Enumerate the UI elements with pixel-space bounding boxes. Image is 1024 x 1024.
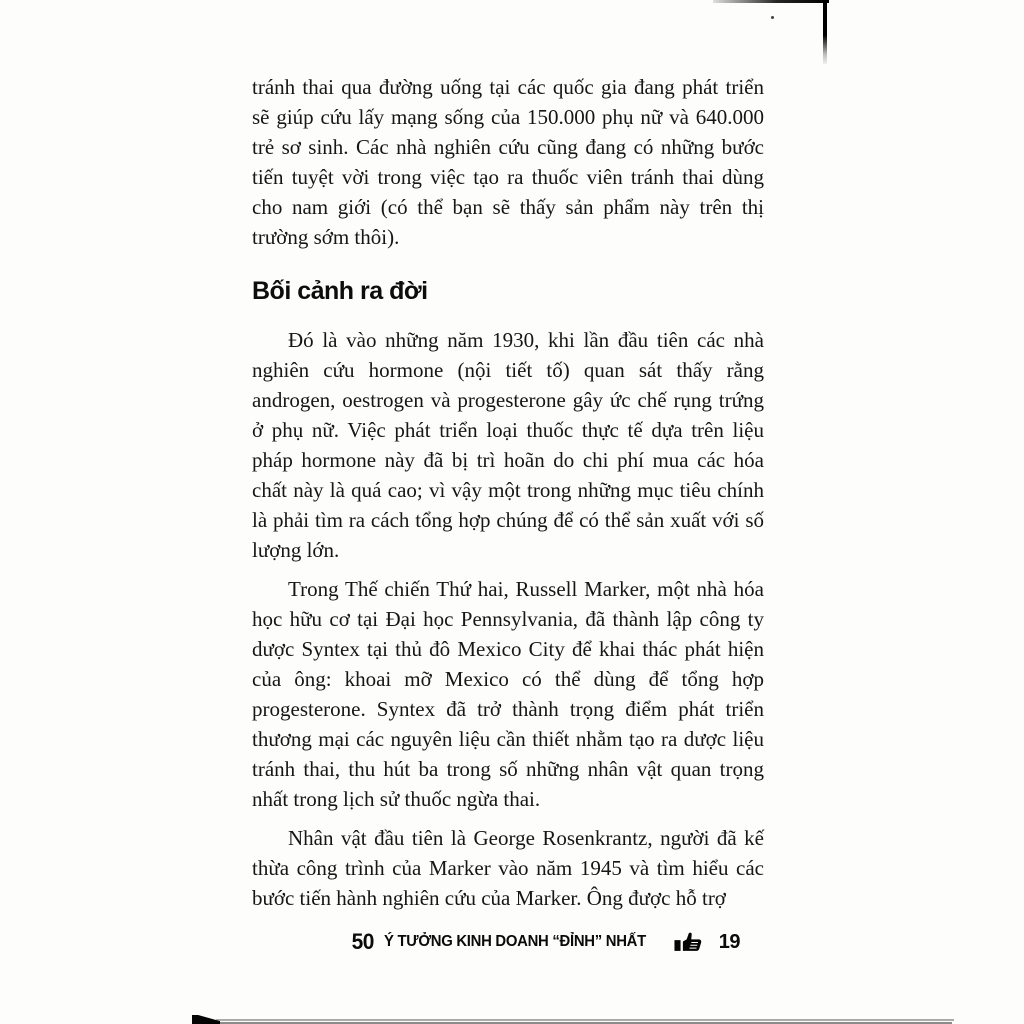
paragraph: Trong Thế chiến Thứ hai, Russell Marker, một nhà hóa học hữu cơ tại Đại học Pennsylvania, đã thành lập công ty dược Syntex tại thủ đô Mexico City để khai thác phát hiện của ông: khoai mỡ Mexico có thể dùng để tổng hợp progesterone. Syntex đã trở thành trọng điểm phát triển thương mại các nguyên liệu cần thiết nhằm tạo ra dược liệu tránh thai, thu hút ba trong số những nhân vật quan trọng nhất trong lịch sử thuốc ngừa thai. [252,577,764,811]
scan-speck [771,16,774,19]
scan-corner-vertical-line [823,0,827,64]
book-title: Ý TƯỞNG KINH DOANH “ĐỈNH” NHẤT [383,933,646,950]
thumbs-up-icon [674,931,704,953]
paragraph: Nhân vật đầu tiên là George Rosenkrantz, người đã kế thừa công trình của Marker vào năm 1945 và tìm hiểu các bước tiến hành nghiên cứu của Marker. Ông được hỗ trợ [252,826,764,910]
paragraph: Đó là vào những năm 1930, khi lần đầu tiên các nhà nghiên cứu hormone (nội tiết tố) quan sát thấy rằng androgen, oestrogen và progesterone gây ức chế rụng trứng ở phụ nữ. Việc phát triển loại thuốc thực tế dựa trên liệu pháp hormone này đã bị trì hoãn do chi phí mua các hóa chất này là quá cao; vì vậy một trong những mục tiêu chính là phải tìm ra cách tổng hợp chúng để có thể sản xuất với số lượng lớn. [252,328,764,562]
page-footer [0,929,740,955]
scan-corner-horizontal-line [713,0,829,3]
body-text-column [252,72,764,922]
section-heading: Bối cảnh ra đời [252,277,428,305]
paragraph-continued: tránh thai qua đường uống tại các quốc gia đang phát triển sẽ giúp cứu lấy mạng sống của 150.000 phụ nữ và 640.000 trẻ sơ sinh. Các nhà nghiên cứu cũng đang có những bước tiến tuyệt vời trong việc tạo ra thuốc viên tránh thai dùng cho nam giới (có thể bạn sẽ thấy sản phẩm này trên thị trường sớm thôi). [252,75,764,249]
scan-bottom-line [216,1019,954,1021]
page-number: 19 [718,930,740,953]
book-number: 50 [352,929,375,954]
